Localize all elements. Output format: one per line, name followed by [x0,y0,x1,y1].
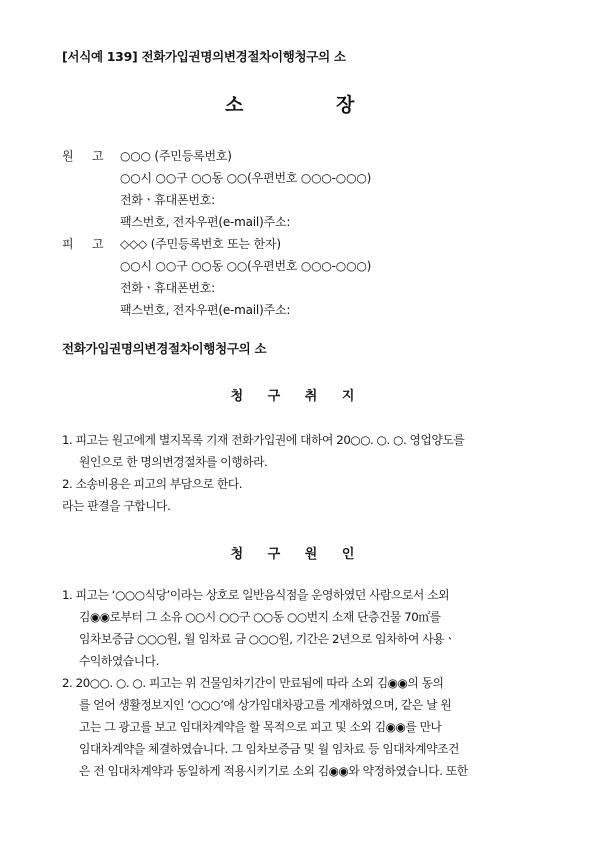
plaintiff-fax-email: 팩스번호, 전자우편(e-mail)주소: [120,215,291,229]
defendant-fax-email: 팩스번호, 전자우편(e-mail)주소: [120,303,291,317]
claim-cause-line: 임대차계약을 체결하였습니다. 그 임차보증금 및 월 임차료 등 임대차계약조건 [79,742,459,756]
claim-purpose-line: 원인으로 한 명의변경절차를 이행하라. [79,455,268,469]
claim-cause-line: 를 얻어 생활정보지인 ‘○○○’에 상가임대차광고를 게재하였으며, 같은 날 원 [79,698,452,712]
claim-cause-line: 고는 그 광고를 보고 임대차계약을 할 목적으로 피고 및 소외 김◉◉를 만나 [79,720,442,734]
claim-cause-line: 2. 20○○. ○. ○. 피고는 위 건물임차기간이 만료됨에 따라 소외 김◉◉의 동의 [62,676,444,690]
defendant-phone: 전화ㆍ휴대폰번호: [120,281,215,295]
claim-purpose-line: 1. 피고는 원고에게 별지목록 기재 전화가입권에 대하여 20○○. ○. ○. 영업양도를 [62,433,465,447]
claim-purpose-title: 청 구 취 지 [230,389,365,404]
plaintiff-role-label-1: 원 [62,149,74,163]
defendant-name: ◇◇◇ (주민등록번호 또는 한자) [120,237,281,251]
document-title-char-2: 장 [336,94,355,116]
plaintiff-address: ○○시 ○○구 ○○동 ○○(우편번호 ○○○-○○○) [120,171,372,185]
claim-cause-title: 청 구 원 인 [230,547,365,562]
defendant-role-label-2: 고 [92,237,104,251]
claim-cause-line: 1. 피고는 ‘○○○식당’이라는 상호로 일반음식점을 운영하였던 사람으로서 소외 [62,588,450,602]
defendant-role-label-1: 피 [62,237,74,251]
claim-cause-line: 은 전 임대차계약과 동일하게 적용시키기로 소외 김◉◉와 약정하였습니다. 또한 [79,764,468,778]
claim-purpose-line: 2. 소송비용은 피고의 부담으로 한다. [62,477,243,491]
plaintiff-role-label-2: 고 [92,149,104,163]
claim-purpose-line: 라는 판결을 구합니다. [62,499,171,513]
case-name: 전화가입권명의변경절차이행청구의 소 [62,341,267,356]
defendant-address: ○○시 ○○구 ○○동 ○○(우편번호 ○○○-○○○) [120,259,372,273]
plaintiff-name: ○○○ (주민등록번호) [120,149,232,163]
plaintiff-phone: 전화ㆍ휴대폰번호: [120,193,215,207]
claim-cause-line: 김◉◉로부터 그 소유 ○○시 ○○구 ○○동 ○○번지 소재 단층건물 70㎡를 [79,610,441,624]
claim-cause-line: 임차보증금 ○○○원, 월 임차료 금 ○○○원, 기간은 2년으로 임차하여 사용ㆍ [79,632,456,646]
document-title-char-1: 소 [225,94,244,116]
claim-cause-line: 수익하였습니다. [79,654,159,668]
form-title: [서식예 139] 전화가입권명의변경절차이행청구의 소 [62,49,346,64]
